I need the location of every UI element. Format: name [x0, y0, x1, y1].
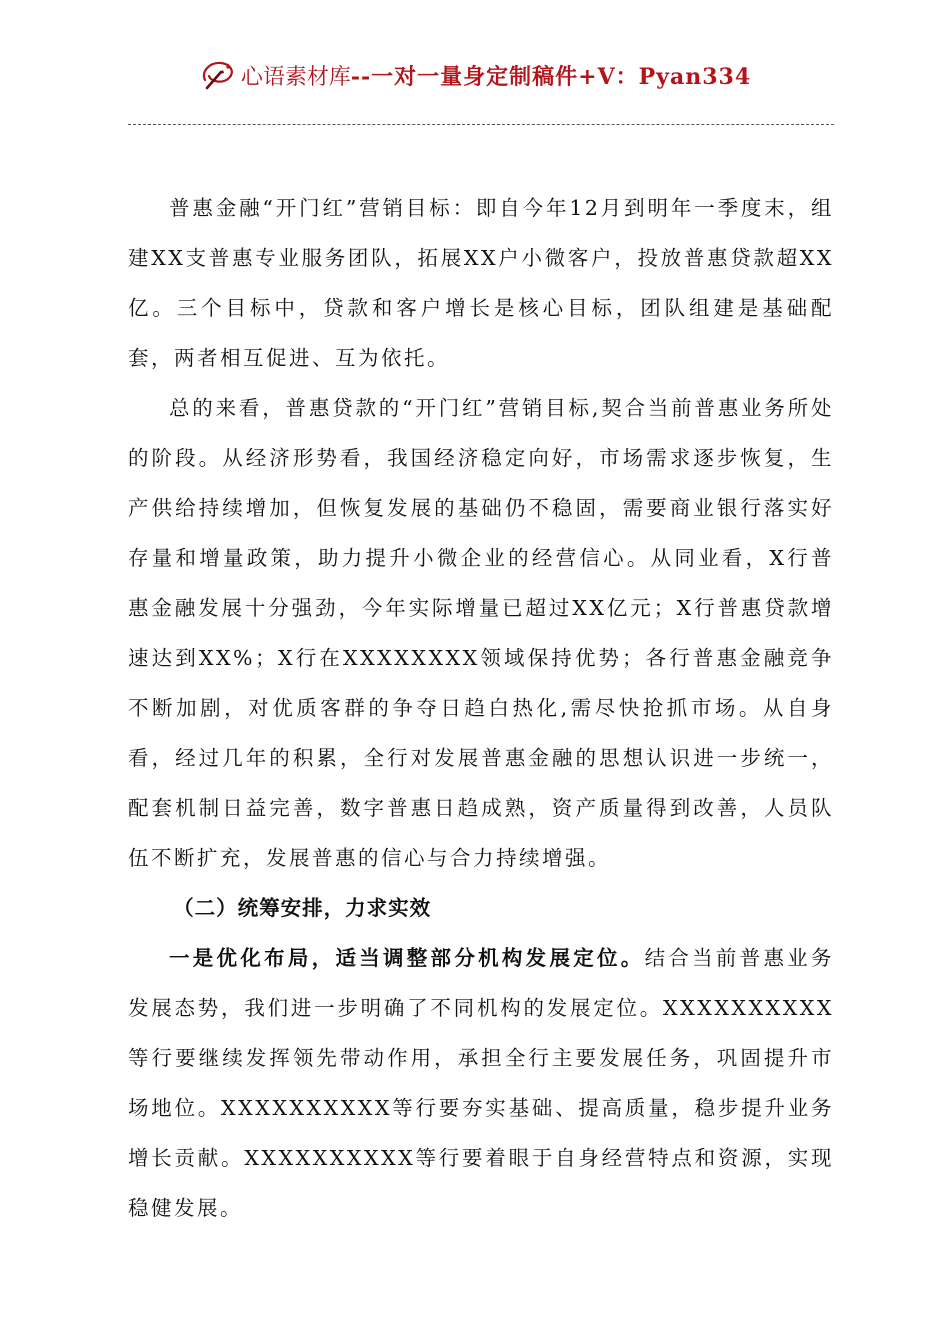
- paragraph-overview: 总的来看，普惠贷款的“开门红”营销目标,契合当前普惠业务所处的阶段。从经济形势看，我国经济稳定向好，市场需求逐步恢复，生产供给持续增加，但恢复发展的基础仍不稳固，需要商业银行落实好存量和增量政策，助力提升小微企业的经营信心。从同业看，X行普惠金融发展十分强劲，今年实际增量已超过XX亿元；X行普惠贷款增速达到XX%；X行在XXXXXXXX领域保持优势；各行普惠金融竞争不断加剧，对优质客群的争夺日趋白热化,需尽快抢抓市场。从自身看，经过几年的积累，全行对发展普惠金融的思想认识进一步统一，配套机制日益完善，数字普惠日趋成熟，资产质量得到改善，人员队伍不断扩充，发展普惠的信心与合力持续增强。: [128, 396, 834, 870]
- section-heading: （二）统筹安排，力求实效: [173, 896, 432, 920]
- header-brand: 心语素材库: [240, 64, 351, 90]
- document-body: [128, 183, 834, 1233]
- pen-swirl-logo-icon: [199, 58, 239, 92]
- paragraph-layout-text: 结合当前普惠业务发展态势，我们进一步明确了不同机构的发展定位。XXXXXXXXXX等行要继续发挥领先带动作用，承担全行主要发展任务，巩固提升市场地位。XXXXXXXXXX等行要夯实基础、提高质量，稳步提升业务增长贡献。XXXXXXXXXX等行要着眼于自身经营特点和资源，实现稳健发展。: [128, 946, 835, 1220]
- paragraph-layout: [128, 933, 834, 1233]
- page-header: [0, 58, 950, 98]
- paragraph-lead: 一是优化布局，适当调整部分机构发展定位。: [169, 946, 645, 970]
- header-divider: [128, 124, 834, 125]
- paragraph-targets: 普惠金融“开门红”营销目标：即自今年12月到明年一季度末，组建XX支普惠专业服务团队，拓展XX户小微客户，投放普惠贷款超XX亿。三个目标中，贷款和客户增长是核心目标，团队组建是基础配套，两者相互促进、互为依托。: [128, 196, 834, 370]
- header-tagline: --一对一量身定制稿件+V：Pyan334: [350, 63, 752, 90]
